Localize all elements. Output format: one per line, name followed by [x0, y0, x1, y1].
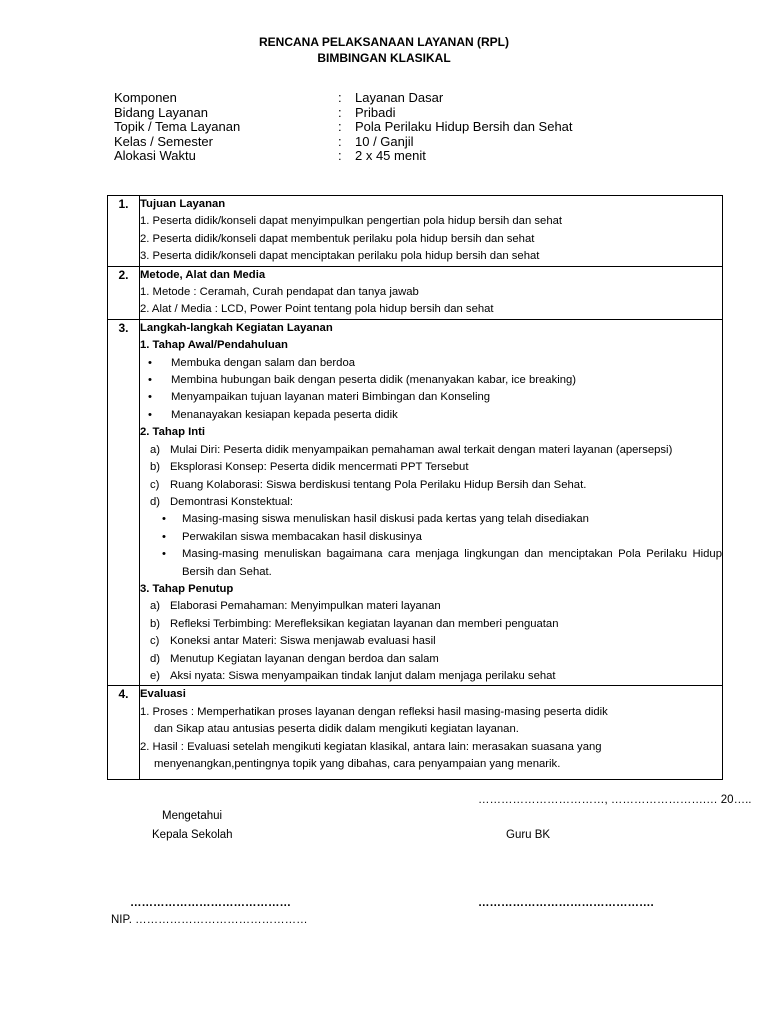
info-label: Topik / Tema Layanan	[114, 119, 241, 135]
bullet-icon: •	[162, 530, 166, 543]
stage-heading: 2. Tahap Inti	[140, 426, 206, 439]
info-row	[114, 120, 573, 135]
list-text: Elaborasi Pemahaman: Menyimpulkan materi layanan	[170, 600, 441, 613]
info-row	[114, 135, 573, 150]
place-date-line: ……………………………, …………………….… 20…..	[478, 794, 752, 806]
list-text: Membina hubungan baik dengan peserta didik (menanyakan kabar, ice breaking)	[171, 374, 577, 387]
section-heading: Langkah-langkah Kegiatan Layanan	[140, 321, 333, 334]
info-colon: :	[338, 90, 342, 105]
list-text: Masing-masing menuliskan bagaimana cara menjaga lingkungan dan menciptakan Pola Perilaku Hidup Bersih dan Sehat.	[182, 548, 722, 578]
info-row	[114, 149, 573, 164]
list-item	[140, 494, 722, 511]
bullet-icon: •	[148, 356, 152, 369]
section-number: 3.	[108, 319, 140, 686]
section-body	[140, 686, 723, 780]
list-text: Ruang Kolaborasi: Siswa berdiskusi tentang Pola Perilaku Hidup Bersih dan Sehat.	[170, 478, 587, 491]
principal-label: Kepala Sekolah	[152, 829, 233, 841]
stage-heading: 3. Tahap Penutup	[140, 582, 234, 595]
section-row-evaluasi	[108, 686, 723, 780]
section-number: 2.	[108, 266, 140, 319]
info-value: Pribadi	[355, 104, 396, 120]
principal-signature-line: ……………………………………	[130, 897, 291, 909]
list-letter: c)	[150, 635, 160, 648]
list-item: 1. Metode : Ceramah, Curah pendapat dan tanya jawab	[140, 286, 419, 299]
section-body	[140, 319, 723, 686]
section-heading: Tujuan Layanan	[140, 198, 226, 210]
section-heading: Evaluasi	[140, 688, 186, 701]
list-letter: c)	[150, 478, 160, 491]
bullet-icon: •	[148, 391, 152, 404]
list-text: Menutup Kegiatan layanan dengan berdoa dan salam	[170, 652, 439, 665]
list-text: Membuka dengan salam dan berdoa	[171, 356, 356, 369]
document-title: RENCANA PELAKSANAAN LAYANAN (RPL)	[258, 35, 509, 49]
info-colon: :	[338, 148, 342, 164]
stage-heading: 1. Tahap Awal/Pendahuluan	[140, 339, 288, 352]
evaluation-line: 2. Hasil : Evaluasi setelah mengikuti kegiatan klasikal, antara lain: merasakan suasana yang	[140, 740, 602, 753]
list-text: Perwakilan siswa membacakan hasil diskusinya	[182, 530, 422, 543]
info-value: 2 x 45 menit	[355, 148, 426, 164]
info-row	[114, 91, 573, 106]
list-item: 2. Alat / Media : LCD, Power Point tentang pola hidup bersih dan sehat	[140, 303, 494, 316]
section-body	[140, 196, 723, 267]
list-item: 1. Peserta didik/konseli dapat menyimpulkan pengertian pola hidup bersih dan sehat	[140, 215, 563, 228]
section-row-tujuan	[108, 196, 723, 267]
info-colon: :	[338, 104, 342, 120]
section-body	[140, 266, 723, 319]
info-value: Pola Perilaku Hidup Bersih dan Sehat	[355, 119, 573, 135]
list-item	[140, 668, 722, 685]
rpl-table	[107, 195, 723, 780]
section-number: 4.	[108, 686, 140, 780]
list-item	[140, 529, 722, 546]
section-row-metode	[108, 266, 723, 319]
list-item	[140, 372, 722, 389]
counselor-signature-line: ……………………………………….	[478, 897, 654, 909]
list-letter: a)	[150, 600, 161, 613]
list-text: Eksplorasi Konsep: Peserta didik mencermati PPT Tersebut	[170, 461, 469, 474]
section-heading: Metode, Alat dan Media	[140, 268, 266, 281]
list-item	[140, 598, 722, 615]
list-letter: a)	[150, 443, 161, 456]
list-item	[140, 546, 722, 581]
list-text: Masing-masing siswa menuliskan hasil diskusi pada kertas yang telah disediakan	[182, 513, 589, 526]
list-text: Aksi nyata: Siswa menyampaikan tindak lanjut dalam menjaga perilaku sehat	[170, 669, 556, 682]
info-label: Komponen	[114, 90, 177, 105]
section-row-langkah	[108, 319, 723, 686]
evaluation-line: dan Sikap atau antusias peserta didik dalam mengikuti kegiatan layanan.	[154, 723, 519, 736]
list-item	[140, 633, 722, 650]
list-item	[140, 407, 722, 424]
bullet-icon: •	[162, 548, 166, 561]
info-colon: :	[338, 133, 342, 149]
approval-label: Mengetahui	[162, 810, 223, 822]
evaluation-line: menyenangkan,pentingnya topik yang dibahas, cara penyampaian yang menarik.	[154, 758, 561, 770]
list-letter: d)	[150, 652, 161, 665]
list-letter: b)	[150, 461, 161, 474]
evaluation-line: 1. Proses : Memperhatikan proses layanan dengan refleksi hasil masing-masing peserta didik	[140, 705, 608, 718]
list-item	[140, 442, 722, 459]
list-item	[140, 389, 722, 406]
info-row	[114, 106, 573, 121]
list-item	[140, 477, 722, 494]
bullet-icon: •	[162, 513, 166, 526]
info-label: Alokasi Waktu	[114, 148, 196, 164]
document-subtitle: BIMBINGAN KLASIKAL	[317, 51, 451, 65]
info-block	[114, 91, 573, 164]
list-text: Menyampaikan tujuan layanan materi Bimbingan dan Konseling	[171, 391, 491, 404]
list-item	[140, 616, 722, 633]
list-item	[140, 355, 722, 372]
info-colon: :	[338, 119, 342, 135]
list-text: Demontrasi Konstektual:	[170, 495, 294, 508]
info-value: 10 / Ganjil	[355, 133, 414, 149]
list-letter: e)	[150, 669, 161, 682]
list-text: Koneksi antar Materi: Siswa menjawab evaluasi hasil	[170, 635, 436, 648]
info-value: Layanan Dasar	[355, 90, 444, 105]
bullet-icon: •	[148, 408, 152, 421]
counselor-label: Guru BK	[506, 829, 551, 841]
list-text: Menanayakan kesiapan kepada peserta didik	[171, 408, 398, 421]
list-letter: b)	[150, 617, 161, 630]
list-item	[140, 459, 722, 476]
list-item	[140, 511, 722, 528]
bullet-icon: •	[148, 374, 152, 387]
info-label: Kelas / Semester	[114, 133, 213, 149]
nip-line: NIP. ………………………………………	[111, 914, 308, 926]
list-item: 2. Peserta didik/konseli dapat membentuk perilaku pola hidup bersih dan sehat	[140, 232, 535, 245]
info-label: Bidang Layanan	[114, 104, 208, 120]
list-text: Refleksi Terbimbing: Merefleksikan kegiatan layanan dan memberi penguatan	[170, 617, 559, 630]
list-text: Mulai Diri: Peserta didik menyampaikan pemahaman awal terkait dengan materi layanan (apersepsi)	[170, 443, 673, 456]
list-item	[140, 651, 722, 668]
list-letter: d)	[150, 495, 161, 508]
section-number: 1.	[108, 196, 140, 267]
list-item: 3. Peserta didik/konseli dapat menciptakan perilaku pola hidup bersih dan sehat	[140, 250, 540, 263]
